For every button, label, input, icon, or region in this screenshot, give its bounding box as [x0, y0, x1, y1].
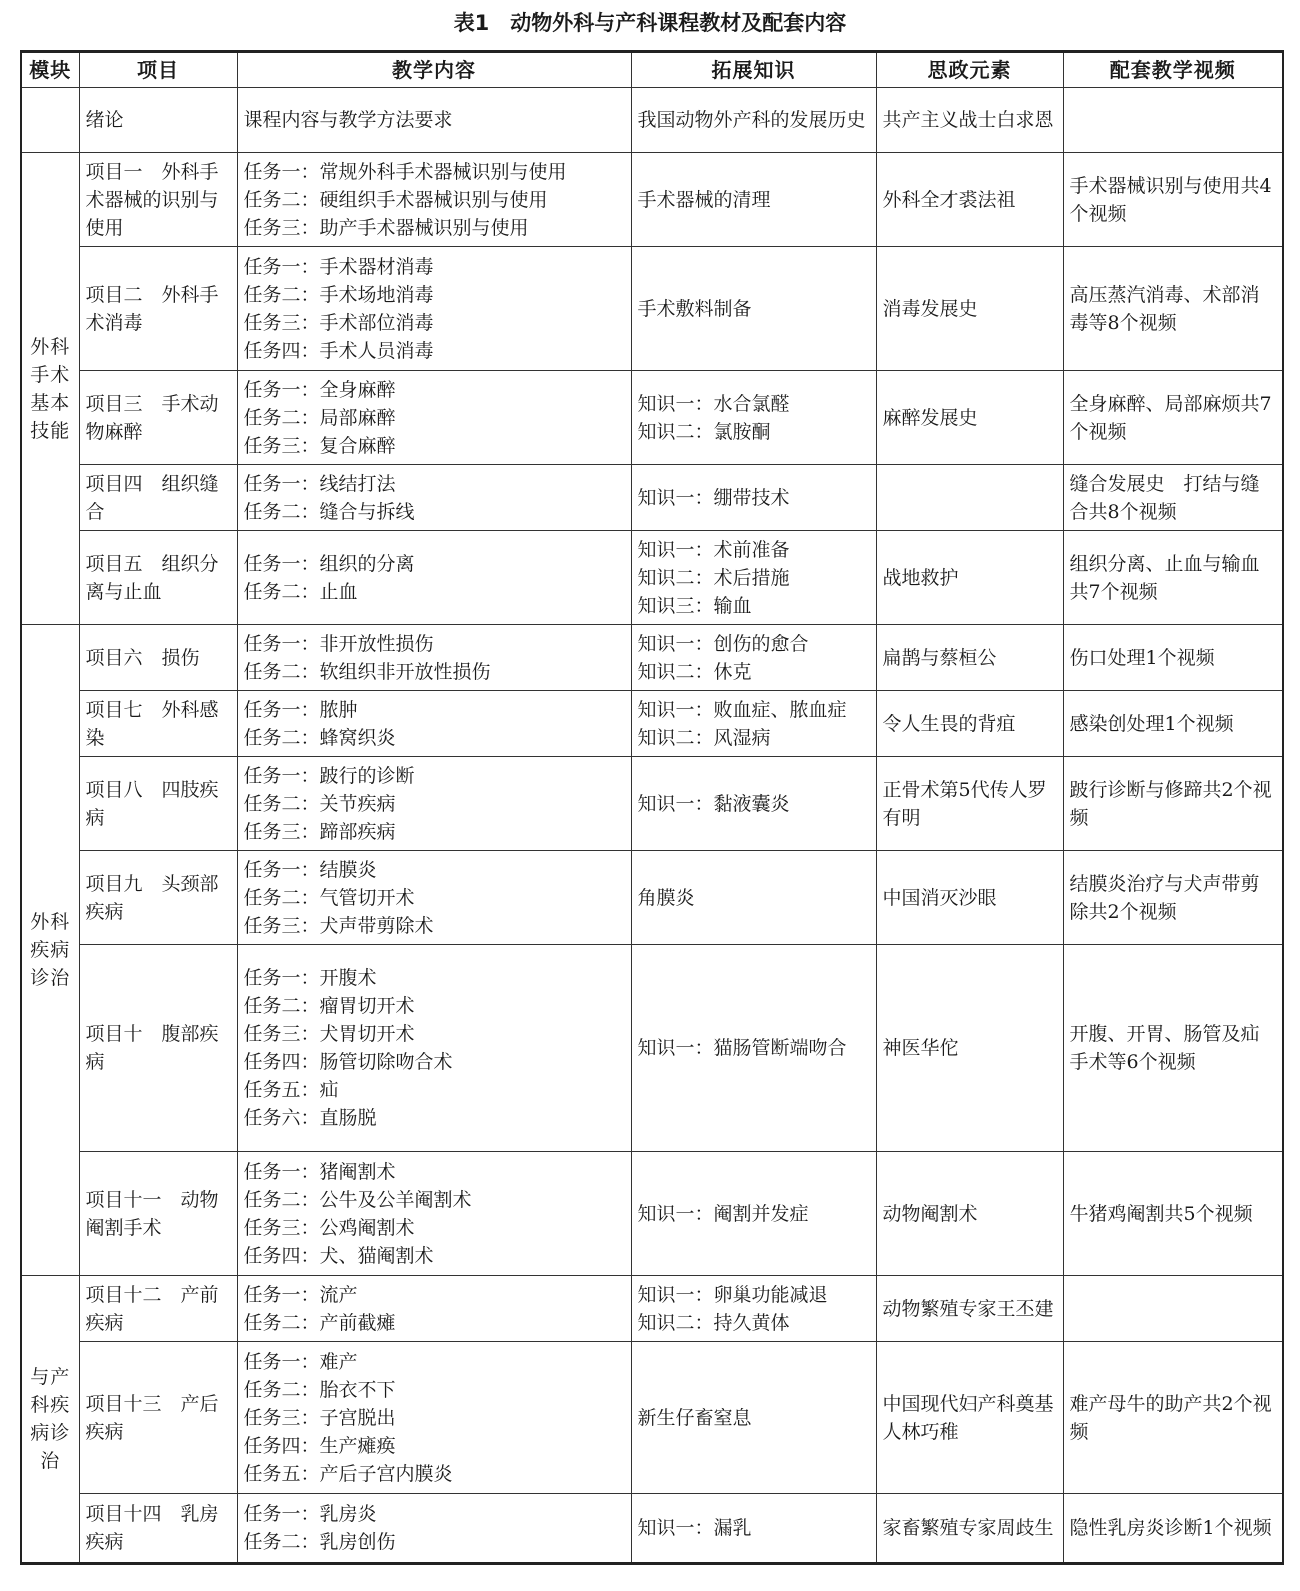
cell-ideology: 消毒发展史	[876, 247, 1063, 371]
cell-video: 感染创处理1个视频	[1063, 691, 1283, 757]
table-row	[21, 1494, 1283, 1564]
cell-video: 伤口处理1个视频	[1063, 625, 1283, 691]
table-row	[21, 153, 1283, 247]
cell-extension: 手术器械的清理	[631, 153, 876, 247]
cell-content: 任务一：猪阉割术 任务二：公牛及公羊阉割术 任务三：公鸡阉割术 任务四：犬、猫阉割术	[237, 1152, 631, 1276]
table-row	[21, 1276, 1283, 1342]
intro-module-cell	[21, 88, 79, 153]
cell-video: 开腹、开胃、肠管及疝手术等6个视频	[1063, 945, 1283, 1152]
cell-content: 任务一：线结打法 任务二：缝合与拆线	[237, 465, 631, 531]
cell-video: 手术器械识别与使用共4个视频	[1063, 153, 1283, 247]
cell-content: 任务一：流产 任务二：产前截瘫	[237, 1276, 631, 1342]
cell-extension: 新生仔畜窒息	[631, 1342, 876, 1494]
cell-project: 项目一 外科手术器械的识别与使用	[79, 153, 237, 247]
intro-ideology: 共产主义战士白求恩	[876, 88, 1063, 153]
cell-content: 任务一：乳房炎 任务二：乳房创伤	[237, 1494, 631, 1564]
header-project: 项目	[79, 52, 237, 88]
cell-extension: 手术敷料制备	[631, 247, 876, 371]
cell-content: 任务一：组织的分离 任务二：止血	[237, 531, 631, 625]
cell-project: 项目六 损伤	[79, 625, 237, 691]
cell-ideology: 令人生畏的背疽	[876, 691, 1063, 757]
cell-extension: 知识一：阉割并发症	[631, 1152, 876, 1276]
cell-video: 全身麻醉、局部麻烦共7个视频	[1063, 371, 1283, 465]
cell-extension: 知识一：术前准备 知识二：术后措施 知识三：输血	[631, 531, 876, 625]
header-extension: 拓展知识	[631, 52, 876, 88]
cell-project: 项目三 手术动物麻醉	[79, 371, 237, 465]
cell-ideology: 中国现代妇产科奠基人林巧稚	[876, 1342, 1063, 1494]
cell-video: 跛行诊断与修蹄共2个视频	[1063, 757, 1283, 851]
cell-ideology: 动物阉割术	[876, 1152, 1063, 1276]
module-name: 外科 手术 基本 技能	[21, 153, 79, 625]
cell-project: 项目四 组织缝合	[79, 465, 237, 531]
cell-video: 结膜炎治疗与犬声带剪除共2个视频	[1063, 851, 1283, 945]
intro-project: 绪论	[79, 88, 237, 153]
cell-ideology: 战地救护	[876, 531, 1063, 625]
cell-ideology: 正骨术第5代传人罗有明	[876, 757, 1063, 851]
cell-ideology	[876, 465, 1063, 531]
cell-content: 任务一：非开放性损伤 任务二：软组织非开放性损伤	[237, 625, 631, 691]
table-row	[21, 465, 1283, 531]
cell-project: 项目五 组织分离与止血	[79, 531, 237, 625]
intro-extension: 我国动物外产科的发展历史	[631, 88, 876, 153]
cell-content: 任务一：跛行的诊断 任务二：关节疾病 任务三：蹄部疾病	[237, 757, 631, 851]
cell-content: 任务一：全身麻醉 任务二：局部麻醉 任务三：复合麻醉	[237, 371, 631, 465]
table-row	[21, 1342, 1283, 1494]
cell-project: 项目九 头颈部疾病	[79, 851, 237, 945]
header-ideology: 思政元素	[876, 52, 1063, 88]
cell-project: 项目二 外科手术消毒	[79, 247, 237, 371]
cell-video: 高压蒸汽消毒、术部消毒等8个视频	[1063, 247, 1283, 371]
course-table	[20, 50, 1284, 1565]
table-row	[21, 851, 1283, 945]
header-row	[21, 52, 1283, 88]
cell-extension: 知识一：卵巢功能减退 知识二：持久黄体	[631, 1276, 876, 1342]
cell-content: 任务一：难产 任务二：胎衣不下 任务三：子宫脱出 任务四：生产瘫痪 任务五：产后子宫内膜炎	[237, 1342, 631, 1494]
cell-project: 项目十四 乳房疾病	[79, 1494, 237, 1564]
cell-ideology: 外科全才裘法祖	[876, 153, 1063, 247]
cell-content: 任务一：结膜炎 任务二：气管切开术 任务三：犬声带剪除术	[237, 851, 631, 945]
cell-content: 任务一：常规外科手术器械识别与使用 任务二：硬组织手术器械识别与使用 任务三：助产手术器械识别与使用	[237, 153, 631, 247]
cell-project: 项目十 腹部疾病	[79, 945, 237, 1152]
cell-content: 任务一：脓肿 任务二：蜂窝织炎	[237, 691, 631, 757]
cell-video: 缝合发展史 打结与缝合共8个视频	[1063, 465, 1283, 531]
table-row	[21, 531, 1283, 625]
cell-project: 项目十三 产后疾病	[79, 1342, 237, 1494]
cell-content: 任务一：开腹术 任务二：瘤胃切开术 任务三：犬胃切开术 任务四：肠管切除吻合术 任务五：疝 任务六：直肠脱	[237, 945, 631, 1152]
cell-extension: 知识一：黏液囊炎	[631, 757, 876, 851]
cell-video: 隐性乳房炎诊断1个视频	[1063, 1494, 1283, 1564]
cell-ideology: 中国消灭沙眼	[876, 851, 1063, 945]
cell-ideology: 扁鹊与蔡桓公	[876, 625, 1063, 691]
intro-content: 课程内容与教学方法要求	[237, 88, 631, 153]
cell-content: 任务一：手术器材消毒 任务二：手术场地消毒 任务三：手术部位消毒 任务四：手术人员消毒	[237, 247, 631, 371]
table-row	[21, 691, 1283, 757]
cell-extension: 知识一：败血症、脓血症 知识二：风湿病	[631, 691, 876, 757]
header-video: 配套教学视频	[1063, 52, 1283, 88]
cell-video: 牛猪鸡阉割共5个视频	[1063, 1152, 1283, 1276]
cell-extension: 知识一：绷带技术	[631, 465, 876, 531]
cell-extension: 知识一：漏乳	[631, 1494, 876, 1564]
header-module: 模块	[21, 52, 79, 88]
cell-project: 项目七 外科感染	[79, 691, 237, 757]
cell-ideology: 麻醉发展史	[876, 371, 1063, 465]
cell-project: 项目八 四肢疾病	[79, 757, 237, 851]
cell-extension: 角膜炎	[631, 851, 876, 945]
cell-ideology: 神医华佗	[876, 945, 1063, 1152]
cell-video	[1063, 1276, 1283, 1342]
intro-row	[21, 88, 1283, 153]
cell-project: 项目十一 动物阉割手术	[79, 1152, 237, 1276]
cell-ideology: 动物繁殖专家王丕建	[876, 1276, 1063, 1342]
table-title: 表1 动物外科与产科课程教材及配套内容	[453, 11, 847, 35]
intro-video	[1063, 88, 1283, 153]
module-name: 外科 疾病 诊治	[21, 625, 79, 1276]
cell-video: 难产母牛的助产共2个视频	[1063, 1342, 1283, 1494]
cell-extension: 知识一：猫肠管断端吻合	[631, 945, 876, 1152]
cell-video: 组织分离、止血与输血共7个视频	[1063, 531, 1283, 625]
header-content: 教学内容	[237, 52, 631, 88]
table-row	[21, 371, 1283, 465]
module-name: 与产 科疾 病诊 治	[21, 1276, 79, 1564]
cell-extension: 知识一：水合氯醛 知识二：氯胺酮	[631, 371, 876, 465]
table-row	[21, 757, 1283, 851]
cell-extension: 知识一：创伤的愈合 知识二：休克	[631, 625, 876, 691]
table-row	[21, 625, 1283, 691]
cell-project: 项目十二 产前疾病	[79, 1276, 237, 1342]
table-row	[21, 1152, 1283, 1276]
cell-ideology: 家畜繁殖专家周歧生	[876, 1494, 1063, 1564]
table-row	[21, 945, 1283, 1152]
table-row	[21, 247, 1283, 371]
